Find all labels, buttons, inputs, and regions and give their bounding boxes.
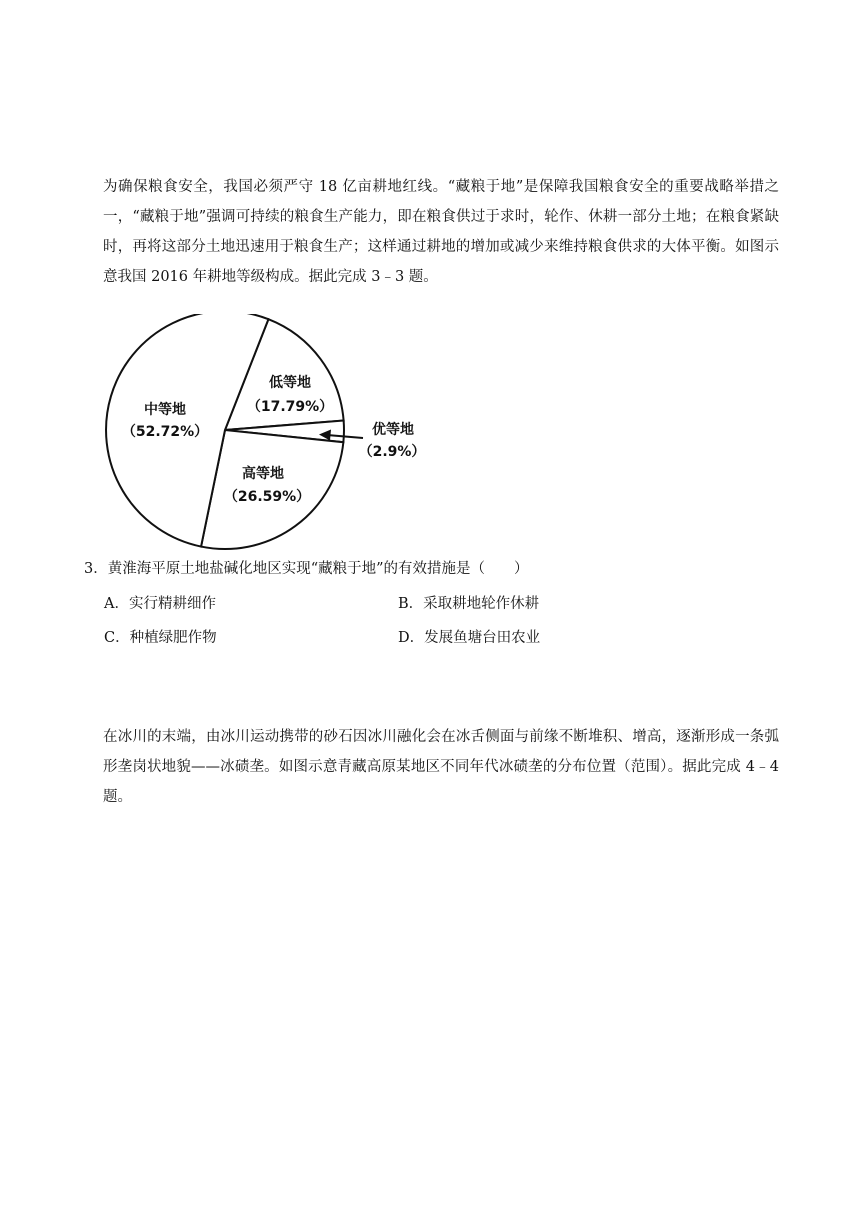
slice-value-low: （17.79%） [246, 399, 334, 415]
passage-intro-moraine: 在冰川的末端，由冰川运动携带的砂石因冰川融化会在冰舌侧面与前缘不断堆积、增高，逐渐形成一条弧形垄岗状地貌——冰碛垄。如图示意青藏高原某地区不同年代冰碛垄的分布位置（范围）。据此完成 4﹣4 题。 [103, 729, 779, 805]
slice-value-high: （26.59%） [223, 489, 311, 505]
slice-value-excellent: （2.9%） [358, 444, 426, 460]
question-3-option-a[interactable]: A．实行精耕细作 [104, 596, 216, 612]
slice-label-excellent: 优等地 [372, 422, 414, 438]
farmland-grade-pie-chart [95, 314, 435, 554]
question-3-option-d[interactable]: D．发展鱼塘台田农业 [398, 630, 541, 646]
slice-label-high: 高等地 [242, 466, 284, 482]
passage-intro-farmland: 为确保粮食安全，我国必须严守 18 亿亩耕地红线。“藏粮于地”是保障我国粮食安全的重要战略举措之一，“藏粮于地”强调可持续的粮食生产能力，即在粮食供过于求时，轮作、休耕一部分土地；在粮食紧缺时，再将这部分土地迅速用于粮食生产；这样通过耕地的增加或减少来维持粮食供求的大体平衡。如图示意我国 2016 年耕地等级构成。据此完成 3﹣3 题。 [103, 179, 779, 285]
question-3-option-c[interactable]: C．种植绿肥作物 [104, 630, 217, 646]
slice-label-medium: 中等地 [144, 402, 186, 418]
slice-label-low: 低等地 [269, 375, 311, 391]
question-3-option-b[interactable]: B．采取耕地轮作休耕 [398, 596, 540, 612]
slice-value-medium: （52.72%） [121, 424, 209, 440]
question-3-stem: 3．黄淮海平原土地盐碱化地区实现“藏粮于地”的有效措施是（ ） [84, 561, 529, 577]
